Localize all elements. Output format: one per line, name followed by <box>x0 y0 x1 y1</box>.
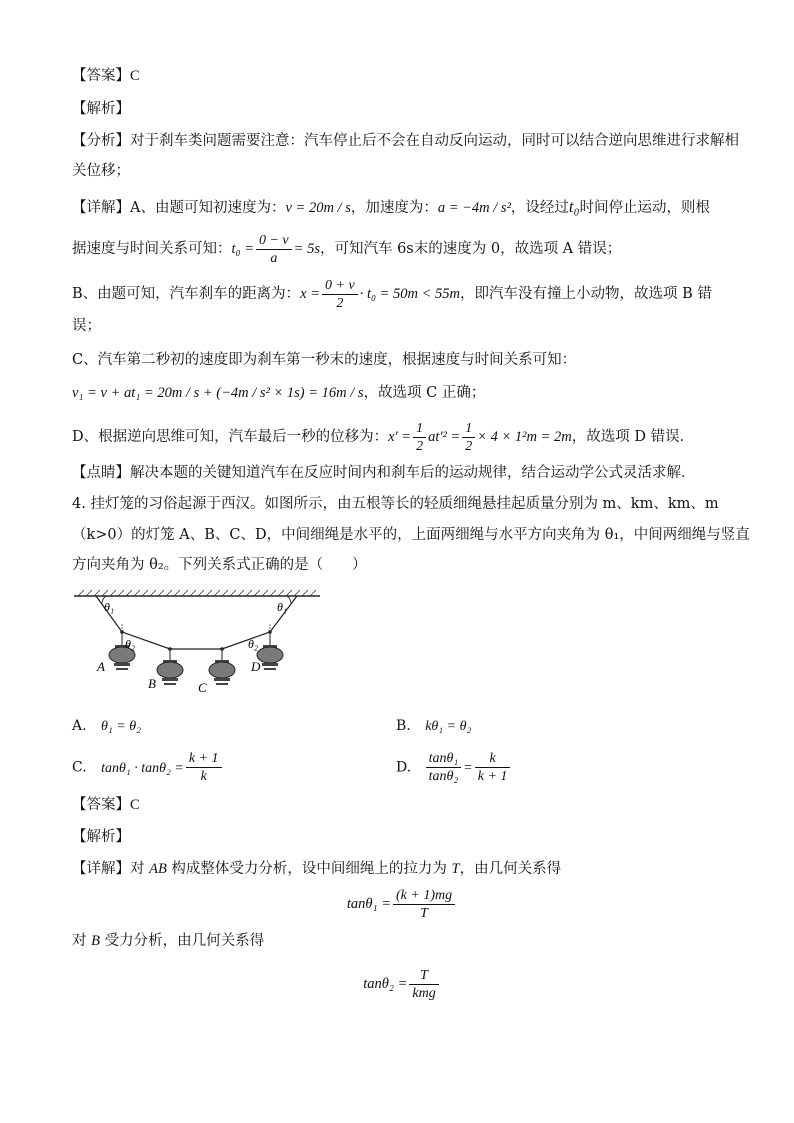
q4-stem-3: 方向夹角为 θ₂。下列关系式正确的是（ ） <box>72 557 367 573</box>
a-t0: t₀ <box>568 197 580 216</box>
a-text-4: 时间停止运动，则根 <box>579 200 711 216</box>
eq2-fraction <box>409 967 438 1002</box>
analysis-tag-line <box>72 99 732 119</box>
dianjing-tag: 【点睛】 <box>72 465 130 481</box>
q4-detail-1e: ，由几何关系得 <box>459 861 562 877</box>
d-mid: at'² = <box>428 429 461 445</box>
fenxi-line-1 <box>72 131 739 151</box>
d-fraction-2 <box>462 420 475 455</box>
label-a: A <box>97 659 105 674</box>
d-frac2-den: 2 <box>465 438 473 454</box>
b-text-2: ，即汽车没有撞上小动物，故选项 B 错 <box>460 286 712 302</box>
d-text-2: ，故选项 D 错误． <box>571 429 695 445</box>
dianjing-line <box>72 463 732 483</box>
b-text-3: 误； <box>72 318 101 334</box>
b-text-1: B、由题可知，汽车刹车的距离为： <box>72 286 301 302</box>
a-frac-den: a <box>270 250 278 266</box>
option-d-num-right: k <box>475 750 511 768</box>
a-frac-rhs: = 5s <box>293 241 320 257</box>
answer-value: C <box>130 68 140 84</box>
q4-answer-value: C <box>130 797 140 813</box>
c-text-1: C、汽车第二秒初的速度即为刹车第一秒末的速度，根据速度与时间关系可知： <box>72 352 577 368</box>
answer-line <box>72 66 732 86</box>
a-text-3: ，设经过 <box>510 200 569 216</box>
d-frac2-num: 1 <box>462 420 475 438</box>
q4-answer-tag: 【答案】 <box>72 797 130 813</box>
lantern-c <box>209 660 235 685</box>
a-frac-num: 0 − v <box>256 232 292 250</box>
eq1-fraction <box>393 887 455 922</box>
detail-a-line-1 <box>72 197 732 218</box>
q4-stem-line-3 <box>72 555 732 575</box>
option-c[interactable] <box>72 750 224 785</box>
node-a <box>120 630 124 634</box>
detail-c-line-2 <box>72 383 732 403</box>
a-frac-lhs: t₀ = <box>231 241 254 257</box>
dianjing-text: 解决本题的关键知道汽车在反应时间内和刹车后的运动规律，结合运动学公式灵活求解． <box>130 465 696 481</box>
detail-tag: 【详解】 <box>72 200 130 216</box>
eq2-num: T <box>409 967 438 985</box>
q4-stem-1: 4. 挂灯笼的习俗起源于西汉。如图所示，由五根等长的轻质细绳悬挂起质量分别为 m、km、km、m <box>72 496 719 512</box>
label-d: D <box>251 659 261 674</box>
q4-detail-1a: 对 <box>130 861 150 877</box>
option-d-den-left: tanθ₂ <box>428 769 459 784</box>
q4-detail-1b: AB <box>149 861 167 877</box>
option-b[interactable] <box>396 718 471 735</box>
d-fraction-1 <box>413 420 426 455</box>
d-frac1-num: 1 <box>413 420 426 438</box>
fenxi-line-2 <box>72 161 732 181</box>
label-theta1-left: θ₁ <box>104 600 115 614</box>
b-rhs: · t₀ = 50m < 55m <box>359 286 461 302</box>
option-d[interactable] <box>396 750 512 785</box>
eq2-lhs: tanθ₂ = <box>363 976 408 992</box>
q4-answer-line <box>72 795 732 815</box>
eq1-den: T <box>420 905 428 921</box>
a-text-1: A、由题可知初速度为： <box>130 200 286 216</box>
answer-tag: 【答案】 <box>72 68 130 84</box>
q4-detail-tag: 【详解】 <box>72 861 130 877</box>
q4-stem-line-1 <box>72 494 732 514</box>
q4-equation-1 <box>72 884 732 924</box>
node-d <box>268 630 272 634</box>
d-lhs: x' = <box>388 429 412 445</box>
q4-detail-2c: 受力分析，由几何关系得 <box>99 933 265 949</box>
a-fraction <box>256 232 292 267</box>
q4-detail-line-2 <box>72 931 732 951</box>
b-lhs: x = <box>300 286 321 302</box>
node-b <box>168 647 172 651</box>
q4-detail-2b: B <box>91 933 100 949</box>
option-d-den-right: k + 1 <box>477 769 508 784</box>
a-acceleration: a = −4m / s² <box>437 200 511 216</box>
option-c-lhs: tanθ₁ · tanθ₂ = <box>101 760 184 776</box>
label-theta2-left: θ₂ <box>125 637 136 651</box>
fenxi-tag: 【分析】 <box>72 133 130 149</box>
b-frac-num: 0 + v <box>322 277 358 295</box>
eq1-num: (k + 1)mg <box>393 887 455 905</box>
q4-detail-1d: T <box>451 861 460 877</box>
option-c-num: k + 1 <box>186 750 222 768</box>
a-text-2: ，加速度为： <box>350 200 438 216</box>
option-b-label: B. <box>396 718 411 734</box>
q4-stem-line-2 <box>72 525 750 545</box>
lantern-b <box>157 660 183 685</box>
option-d-eq: = <box>463 760 473 776</box>
q4-detail-2a: 对 <box>72 933 92 949</box>
option-a-label: A. <box>72 718 87 734</box>
c-formula: v₁ = v + at₁ = 20m / s + (−4m / s² × 1s) = 16m / s <box>72 385 364 401</box>
analysis-tag: 【解析】 <box>72 101 130 117</box>
option-d-fraction-right <box>475 750 511 785</box>
option-a-text: θ₁ = θ₂ <box>101 719 141 734</box>
d-text-1: D、根据逆向思维可知，汽车最后一秒的位移为： <box>72 429 389 445</box>
b-fraction <box>322 277 358 312</box>
option-c-fraction <box>186 750 222 785</box>
detail-d-line <box>72 418 732 456</box>
lantern-figure <box>72 588 322 698</box>
label-theta1-right: θ₁ <box>277 600 288 614</box>
a-text-6: ，可知汽车 6s末的速度为 0，故选项 A 错误； <box>319 241 622 257</box>
label-theta2-right: θ₂ <box>248 637 259 651</box>
detail-b-line-2 <box>72 316 732 336</box>
q4-detail-1c: 构成整体受力分析，设中间细绳上的拉力为 <box>166 861 452 877</box>
option-d-fraction-left <box>426 750 462 785</box>
detail-c-line-1 <box>72 350 732 370</box>
ceiling-hatch <box>78 590 316 596</box>
option-b-text: kθ₁ = θ₂ <box>425 719 472 734</box>
b-frac-den: 2 <box>336 295 344 311</box>
theta1-arc-right <box>287 596 291 604</box>
detail-a-line-2 <box>72 230 732 268</box>
eq1-lhs: tanθ₁ = <box>346 896 391 912</box>
option-d-label: D. <box>396 759 412 776</box>
d-frac1-den: 2 <box>416 438 424 454</box>
option-c-den: k <box>200 769 207 784</box>
detail-b-line-1 <box>72 275 732 313</box>
fenxi-text-2: 关位移； <box>72 163 130 179</box>
q4-analysis-tag: 【解析】 <box>72 829 130 845</box>
lantern-d <box>257 645 283 670</box>
q4-stem-2: （k>0）的灯笼 A、B、C、D，中间细绳是水平的，上面两细绳与水平方向夹角为 θ₁，中间两细绳与竖直 <box>72 527 750 543</box>
a-initial-velocity: v = 20m / s <box>285 200 351 216</box>
q4-analysis-line <box>72 827 732 847</box>
fenxi-text-1: 对于刹车类问题需要注意：汽车停止后不会在自动反向运动，同时可以结合逆向思维进行求解相 <box>130 133 739 149</box>
label-b: B <box>148 676 156 691</box>
q4-detail-line-1 <box>72 859 732 879</box>
option-a[interactable] <box>72 718 141 735</box>
eq2-den: kmg <box>412 985 436 1001</box>
d-rhs: × 4 × 1²m = 2m <box>477 429 572 445</box>
option-c-label: C. <box>72 759 87 776</box>
node-c <box>220 647 224 651</box>
q4-equation-2 <box>72 964 732 1004</box>
a-text-5: 据速度与时间关系可知： <box>72 241 232 257</box>
label-c: C <box>198 680 207 695</box>
c-text-2: ，故选项 C 正确； <box>363 385 486 401</box>
option-d-num-left: tanθ₁ <box>426 750 462 768</box>
